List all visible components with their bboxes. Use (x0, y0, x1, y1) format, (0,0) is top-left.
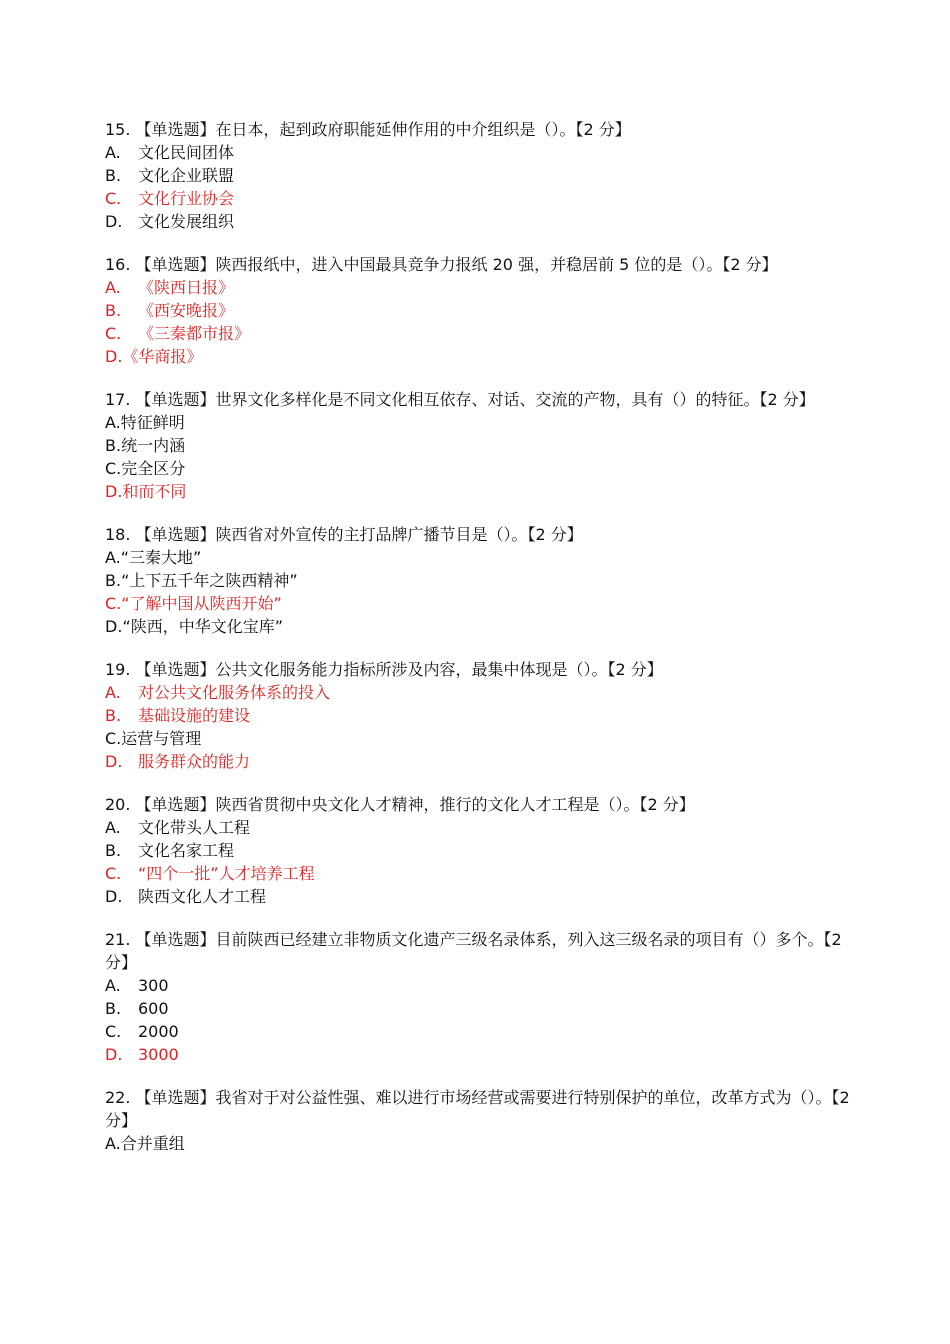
option-d: D. 服务群众的能力 (105, 752, 251, 771)
option-b: B. 《西安晚报》 (105, 301, 235, 320)
option-a: A.合并重组 (105, 1134, 185, 1153)
option-a: A. 对公共文化服务体系的投入 (105, 683, 331, 702)
option-b: B. 基础设施的建设 (105, 706, 251, 725)
question-text: 16. 【单选题】陕西报纸中，进入中国最具竞争力报纸 20 强，并稳居前 5 位的是（）。【2 分】 (105, 255, 778, 274)
option-a: A. 文化带头人工程 (105, 818, 251, 837)
question-21 (105, 928, 850, 1066)
question-text: 18. 【单选题】陕西省对外宣传的主打品牌广播节目是（）。【2 分】 (105, 525, 583, 544)
option-d: D.和而不同 (105, 482, 187, 501)
option-b: B. 600 (105, 999, 169, 1018)
option-d: D. 3000 (105, 1045, 179, 1064)
option-c: C. 文化行业协会 (105, 189, 235, 208)
option-b: B. 文化名家工程 (105, 841, 235, 860)
option-c: C. 2000 (105, 1022, 179, 1041)
question-text: 20. 【单选题】陕西省贯彻中央文化人才精神，推行的文化人才工程是（）。【2 分】 (105, 795, 695, 814)
option-b: B.统一内涵 (105, 436, 186, 455)
option-a: A. 300 (105, 976, 169, 995)
option-d: D.《华商报》 (105, 347, 203, 366)
option-d: D. 陕西文化人才工程 (105, 887, 267, 906)
question-text: 15. 【单选题】在日本，起到政府职能延伸作用的中介组织是（）。【2 分】 (105, 120, 631, 139)
question-text: 17. 【单选题】世界文化多样化是不同文化相互依存、对话、交流的产物，具有（）的特征。【2 分】 (105, 390, 815, 409)
question-19 (105, 658, 850, 773)
question-text: 21. 【单选题】目前陕西已经建立非物质文化遗产三级名录体系，列入这三级名录的项目有（）多个。【2 分】 (105, 930, 842, 972)
question-text: 22. 【单选题】我省对于对公益性强、难以进行市场经营或需要进行特别保护的单位，改革方式为（）。【2 分】 (105, 1088, 850, 1130)
option-b: B. 文化企业联盟 (105, 166, 235, 185)
question-20 (105, 793, 850, 908)
option-c: C.完全区分 (105, 459, 186, 478)
option-b: B.“上下五千年之陕西精神” (105, 571, 298, 590)
question-15 (105, 118, 850, 233)
option-c: C. 《三秦都市报》 (105, 324, 251, 343)
option-d: D. 文化发展组织 (105, 212, 235, 231)
option-d: D.“陕西，中华文化宝库” (105, 617, 283, 636)
option-a: A. 《陕西日报》 (105, 278, 235, 297)
question-text: 19. 【单选题】公共文化服务能力指标所涉及内容，最集中体现是（）。【2 分】 (105, 660, 663, 679)
option-a: A.特征鲜明 (105, 413, 185, 432)
question-18 (105, 523, 850, 638)
question-16 (105, 253, 850, 368)
question-17 (105, 388, 850, 503)
question-22 (105, 1086, 850, 1155)
option-a: A.“三秦大地” (105, 548, 202, 567)
option-c: C.运营与管理 (105, 729, 202, 748)
option-c: C. “四个一批”人才培养工程 (105, 864, 315, 883)
option-c: C.“了解中国从陕西开始” (105, 594, 282, 613)
option-a: A. 文化民间团体 (105, 143, 235, 162)
